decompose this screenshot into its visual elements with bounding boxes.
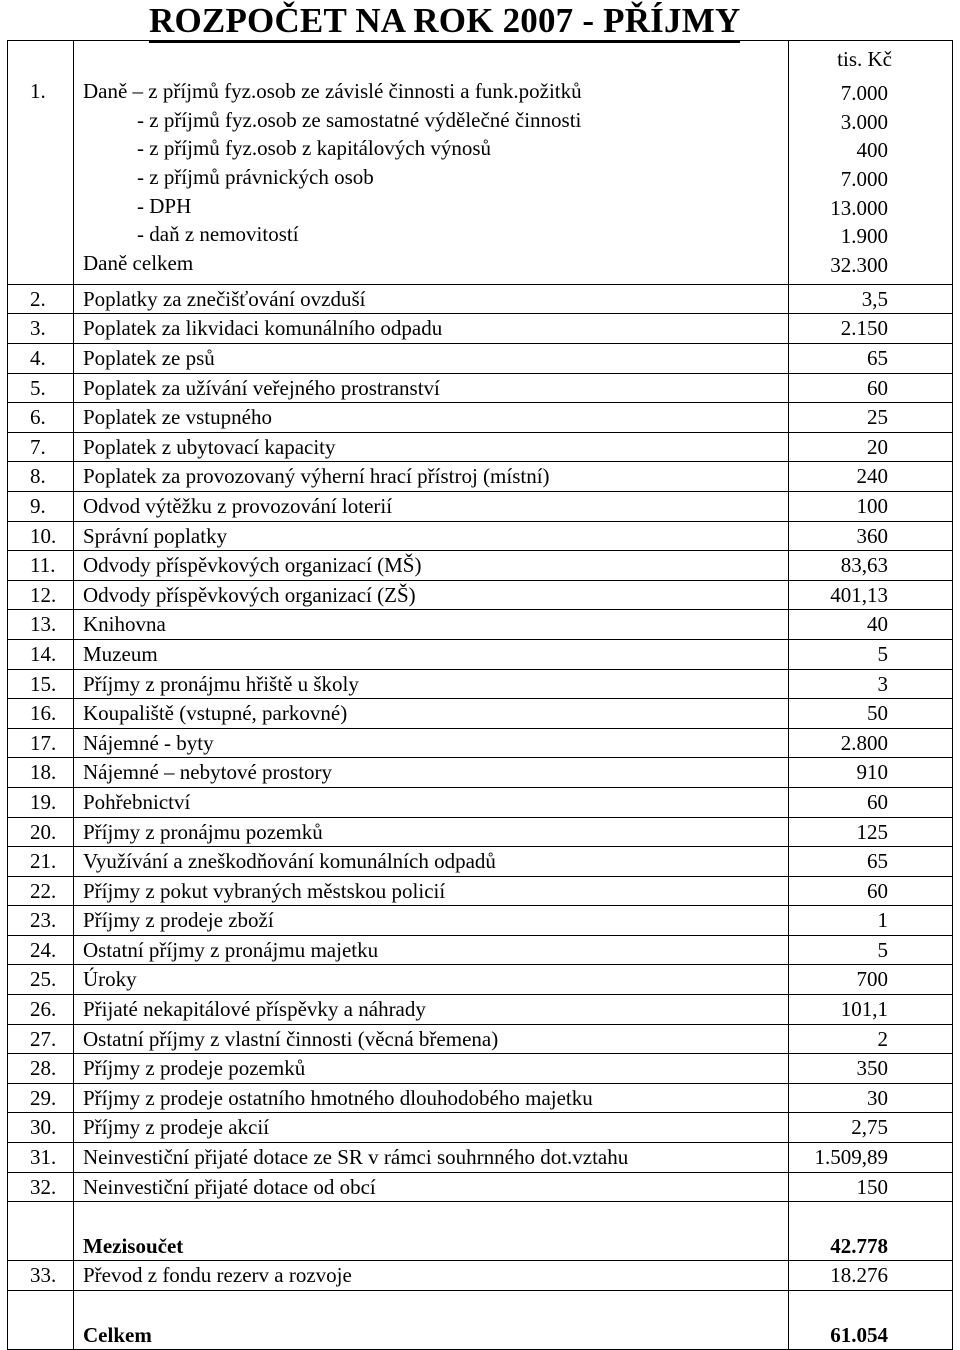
row-label: Ostatní příjmy z vlastní činnosti (věcná břemena): [74, 1024, 789, 1054]
row-number: 8.: [8, 462, 74, 492]
row-value: 240: [789, 462, 953, 492]
row-label: Poplatek ze psů: [74, 344, 789, 374]
row-value: 20: [789, 432, 953, 462]
row-number: 22.: [8, 876, 74, 906]
table-row: [8, 847, 953, 877]
taxes-total-value: 32.300: [830, 253, 888, 278]
tax-value: 7.000: [840, 81, 888, 105]
table-row: [8, 995, 953, 1025]
row-label: Správní poplatky: [74, 521, 789, 551]
total-value: 61.054: [789, 1290, 953, 1349]
tax-label: - z příjmů právnických osob: [137, 165, 374, 190]
tax-value: 1.900: [840, 224, 888, 249]
row-number: 28.: [8, 1054, 74, 1084]
row-label: Úroky: [74, 965, 789, 995]
table-row: [8, 1083, 953, 1113]
row-number: 23.: [8, 906, 74, 936]
row-number: 21.: [8, 847, 74, 877]
row-number: 18.: [8, 758, 74, 788]
row-value: 65: [789, 847, 953, 877]
row-label: Koupaliště (vstupné, parkovné): [74, 699, 789, 729]
row-label: Neinvestiční přijaté dotace ze SR v rámci souhrnného dot.vztahu: [74, 1143, 789, 1173]
taxes-row: [8, 41, 953, 285]
row-number: 32.: [8, 1172, 74, 1202]
table-row: [8, 699, 953, 729]
row-value: 700: [789, 965, 953, 995]
tax-value: 400: [856, 138, 888, 163]
row-number: 7.: [8, 432, 74, 462]
table-row: [8, 403, 953, 433]
table-row: [8, 639, 953, 669]
row-value: 50: [789, 699, 953, 729]
row-number: 11.: [8, 551, 74, 581]
row-number: 4.: [8, 344, 74, 374]
row-value: 60: [789, 876, 953, 906]
tax-label: Daně – z příjmů fyz.osob ze závislé činnosti a funk.požitků: [83, 79, 582, 103]
row-number: 13.: [8, 610, 74, 640]
total-label: Celkem: [74, 1290, 789, 1349]
row-value: 2,75: [789, 1113, 953, 1143]
taxes-values: [789, 41, 953, 285]
row-value: 5: [789, 639, 953, 669]
row-number: [8, 1290, 74, 1349]
row-number: 30.: [8, 1113, 74, 1143]
row-value: 60: [789, 787, 953, 817]
row-label: Příjmy z prodeje ostatního hmotného dlouhodobého majetku: [74, 1083, 789, 1113]
taxes-labels: [74, 41, 789, 285]
row-number: 2.: [8, 284, 74, 314]
row-value: 65: [789, 344, 953, 374]
taxes-total-label: Daně celkem: [83, 251, 194, 276]
row-label: Poplatky za znečišťování ovzduší: [74, 284, 789, 314]
row-label: Odvody příspěvkových organizací (MŠ): [74, 551, 789, 581]
tax-value: 13.000: [830, 195, 888, 220]
row-number: 12.: [8, 580, 74, 610]
table-row: [8, 1024, 953, 1054]
row-label: Příjmy z pronájmu pozemků: [74, 817, 789, 847]
row-number: 9.: [8, 491, 74, 521]
page-title: ROZPOČET NA ROK 2007 - PŘÍJMY: [149, 2, 740, 43]
row-value: 3,5: [789, 284, 953, 314]
row-number: 31.: [8, 1143, 74, 1173]
row-value: 1.509,89: [789, 1143, 953, 1173]
row-number: [8, 1202, 74, 1261]
unit-label: tis. Kč: [837, 47, 892, 71]
table-row: [8, 284, 953, 314]
row-number: 15.: [8, 669, 74, 699]
row-value: 83,63: [789, 551, 953, 581]
tax-label: - DPH: [137, 193, 192, 218]
subtotal-label: Mezisoučet: [74, 1202, 789, 1261]
row-label: Muzeum: [74, 639, 789, 669]
table-row: [8, 1143, 953, 1173]
table-row: [8, 876, 953, 906]
table-row: [8, 787, 953, 817]
table-row: [8, 935, 953, 965]
table-row: [8, 758, 953, 788]
row-value: 2.150: [789, 314, 953, 344]
row-value: 60: [789, 373, 953, 403]
row-label: Pohřebnictví: [74, 787, 789, 817]
row-number: 33.: [8, 1261, 74, 1291]
row-value: 150: [789, 1172, 953, 1202]
row-label: Příjmy z prodeje pozemků: [74, 1054, 789, 1084]
row-label: Přijaté nekapitálové příspěvky a náhrady: [74, 995, 789, 1025]
row-number: 19.: [8, 787, 74, 817]
row-number: 27.: [8, 1024, 74, 1054]
row-number: 5.: [8, 373, 74, 403]
row-label: Příjmy z pronájmu hřiště u školy: [74, 669, 789, 699]
row-value: 360: [789, 521, 953, 551]
table-row: [8, 610, 953, 640]
row-value: 125: [789, 817, 953, 847]
row-value: 910: [789, 758, 953, 788]
transfer-row: [8, 1261, 953, 1291]
subtotal-row: [8, 1202, 953, 1261]
row-value: 1: [789, 906, 953, 936]
budget-table: [7, 40, 953, 1350]
row-value: 2: [789, 1024, 953, 1054]
row-number: 10.: [8, 521, 74, 551]
table-row: [8, 906, 953, 936]
row-label: Nájemné – nebytové prostory: [74, 758, 789, 788]
row-value: 100: [789, 491, 953, 521]
transfer-value: 18.276: [789, 1261, 953, 1291]
row-label: Poplatek za likvidaci komunálního odpadu: [74, 314, 789, 344]
row-number: 6.: [8, 403, 74, 433]
row-value: 30: [789, 1083, 953, 1113]
row-label: Využívání a zneškodňování komunálních odpadů: [74, 847, 789, 877]
row-value: 5: [789, 935, 953, 965]
row-number: 17.: [8, 728, 74, 758]
table-row: [8, 432, 953, 462]
tax-value: 3.000: [840, 109, 888, 134]
row-value: 40: [789, 610, 953, 640]
row-label: Odvod výtěžku z provozování loterií: [74, 491, 789, 521]
row-label: Příjmy z prodeje zboží: [74, 906, 789, 936]
row-label: Odvody příspěvkových organizací (ZŠ): [74, 580, 789, 610]
table-row: [8, 314, 953, 344]
table-row: [8, 551, 953, 581]
table-row: [8, 521, 953, 551]
row-number: 29.: [8, 1083, 74, 1113]
tax-label: - z příjmů fyz.osob ze samostatné výdělečné činnosti: [137, 107, 582, 132]
row-label: Ostatní příjmy z pronájmu majetku: [74, 935, 789, 965]
row-value: 25: [789, 403, 953, 433]
row-label: Nájemné - byty: [74, 728, 789, 758]
row-value: 350: [789, 1054, 953, 1084]
table-row: [8, 344, 953, 374]
table-row: [8, 965, 953, 995]
row-value: 401,13: [789, 580, 953, 610]
table-row: [8, 1113, 953, 1143]
row-number: 24.: [8, 935, 74, 965]
row-number: 3.: [8, 314, 74, 344]
table-row: [8, 580, 953, 610]
row-label: Poplatek za užívání veřejného prostranství: [74, 373, 789, 403]
row-label: Příjmy z pokut vybraných městskou policií: [74, 876, 789, 906]
row-number: 1.: [8, 41, 74, 285]
table-row: [8, 1172, 953, 1202]
row-value: 101,1: [789, 995, 953, 1025]
row-number: 26.: [8, 995, 74, 1025]
row-number: 25.: [8, 965, 74, 995]
row-label: Knihovna: [74, 610, 789, 640]
subtotal-value: 42.778: [789, 1202, 953, 1261]
row-number: 16.: [8, 699, 74, 729]
row-number: 20.: [8, 817, 74, 847]
table-row: [8, 1054, 953, 1084]
table-row: [8, 373, 953, 403]
row-label: Poplatek za provozovaný výherní hrací přístroj (místní): [74, 462, 789, 492]
row-label: Příjmy z prodeje akcií: [74, 1113, 789, 1143]
row-value: 2.800: [789, 728, 953, 758]
tax-value: 7.000: [840, 167, 888, 192]
row-label: Poplatek ze vstupného: [74, 403, 789, 433]
tax-label: - z příjmů fyz.osob z kapitálových výnosů: [137, 136, 492, 161]
tax-label: - daň z nemovitostí: [137, 222, 299, 247]
table-row: [8, 817, 953, 847]
total-row: [8, 1290, 953, 1349]
row-label: Poplatek z ubytovací kapacity: [74, 432, 789, 462]
row-value: 3: [789, 669, 953, 699]
transfer-label: Převod z fondu rezerv a rozvoje: [74, 1261, 789, 1291]
table-row: [8, 491, 953, 521]
table-row: [8, 462, 953, 492]
table-row: [8, 728, 953, 758]
table-row: [8, 669, 953, 699]
row-number: 14.: [8, 639, 74, 669]
row-label: Neinvestiční přijaté dotace od obcí: [74, 1172, 789, 1202]
